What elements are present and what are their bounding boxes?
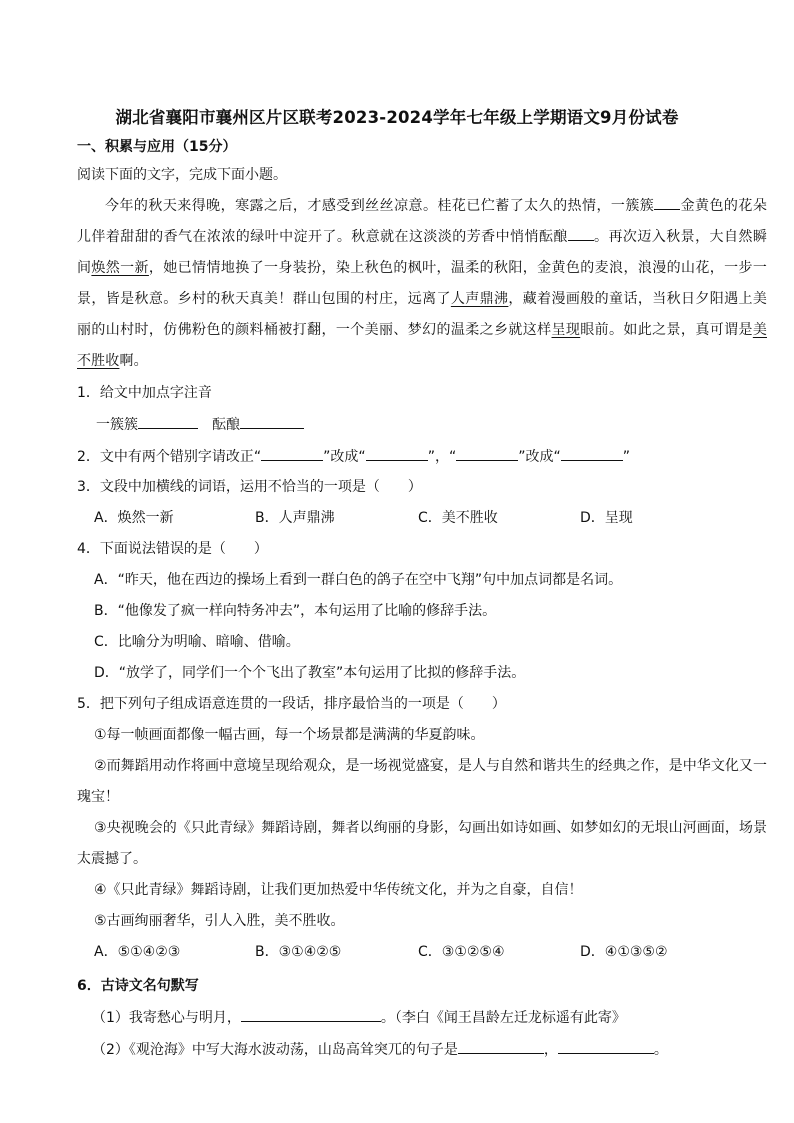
option-a[interactable]: A．焕然一新: [94, 510, 174, 526]
option-c[interactable]: C．③①②⑤④: [418, 944, 505, 960]
question-6-text: 。: [653, 1042, 668, 1058]
sentence-5: ⑤古画绚丽奢华，引人入胜，美不胜收。: [94, 913, 345, 929]
answer-blank[interactable]: [261, 446, 323, 461]
reading-passage: [77, 191, 767, 377]
passage-text: 金黄色的花朵儿伴着甜甜的香气在浓浓的绿叶中淀开了。秋意就在这淡淡的芳香中悄悄酝酿: [77, 198, 767, 245]
option-d[interactable]: D．④①③⑤②: [580, 944, 668, 960]
option-d[interactable]: D．呈现: [580, 510, 633, 526]
question-4-label: 4．下面说法错误的是（ ）: [77, 541, 268, 557]
option-b[interactable]: B．③①④②⑤: [255, 944, 342, 960]
passage-text: ，她已情情地换了一身装扮，染上秋色的枫叶，温柔的秋阳，金黄色的麦浪，浪漫的山花，一步一景，皆是秋意。乡村的秋天真美！群山包围的村庄，远离了: [77, 260, 768, 307]
option-a[interactable]: A．“昨天，他在西边的操场上看到一群白色的鸽子在空中飞翔”句中加点词都是名词。: [94, 572, 623, 588]
sentence-2: ②而舞蹈用动作将画中意境呈现给观众，是一场视觉盛宴，是人与自然和谐共生的经典之作，是中华文化又一瑰宝！: [77, 758, 767, 805]
passage-text: ，藏着漫画般的童话，当秋日夕阳遇上美丽的山村时，仿佛粉色的颜料桶被打翻，一个美丽、梦幻的温柔之乡就这样: [77, 291, 768, 338]
option-b[interactable]: B．人声鼎沸: [255, 510, 335, 526]
question-3-label: 3．文段中加横线的词语，运用不恰当的一项是（ ）: [77, 479, 422, 495]
blank-line: [654, 195, 680, 210]
sentence-3: ③央视晚会的《只此青绿》舞蹈诗剧，舞者以绚丽的身影，勾画出如诗如画、如梦如幻的无垠山河画面，场景太震撼了。: [77, 820, 767, 867]
question-1-items: [96, 414, 304, 435]
question-2-text: ”，“: [427, 449, 457, 465]
question-6-text: 。（李白《闻王昌龄左迁龙标遥有此寄》: [380, 1010, 626, 1026]
question-2-text: 2．文中有两个错别字请改正“: [77, 449, 262, 465]
answer-blank[interactable]: [240, 414, 304, 429]
underlined-word: 焕然一新: [91, 260, 149, 276]
question-6-item-2: [92, 1039, 668, 1060]
underlined-word: 人声鼎沸: [450, 291, 509, 307]
question-2-text: ”改成“: [323, 449, 366, 465]
underlined-word: 美不胜收: [77, 322, 767, 369]
question-6-text: （2）《观沧海》中写大海水波动荡，山岛高耸突兀的句子是: [92, 1042, 458, 1058]
option-a[interactable]: A．⑤①④②③: [94, 944, 181, 960]
section-heading: 一、积累与应用（15分）: [77, 139, 237, 155]
question-6-text: （1）我寄愁心与明月，: [92, 1010, 241, 1026]
answer-blank[interactable]: [138, 414, 198, 429]
question-6-item-1: [92, 1007, 626, 1028]
passage-text: 眼前。如此之景，真可谓是: [580, 322, 753, 338]
question-1-item: 一簇簇: [96, 417, 138, 433]
question-6-label: 6．古诗文名句默写: [77, 978, 199, 994]
answer-blank[interactable]: [366, 446, 428, 461]
answer-blank[interactable]: [558, 1039, 654, 1054]
question-1-item: 酝酿: [212, 417, 240, 433]
instruction-text: 阅读下面的文字，完成下面小题。: [77, 167, 287, 183]
underlined-word: 呈现: [551, 322, 581, 338]
question-2: [77, 446, 630, 467]
sentence-4: ④《只此青绿》舞蹈诗剧，让我们更加热爱中华传统文化，并为之自豪，自信！: [94, 882, 583, 898]
passage-text: 啊。: [119, 353, 148, 369]
question-1-label: 1．给文中加点字注音: [77, 385, 212, 401]
answer-blank[interactable]: [561, 446, 623, 461]
answer-blank[interactable]: [241, 1007, 381, 1022]
question-2-text: ”: [622, 449, 630, 465]
blank-line: [568, 226, 594, 241]
option-b[interactable]: B．“他像发了疯一样向特务冲去”，本句运用了比喻的修辞手法。: [94, 603, 497, 619]
question-5-label: 5．把下列句子组成语意连贯的一段话，排序最恰当的一项是（ ）: [77, 696, 506, 712]
answer-blank[interactable]: [458, 1039, 544, 1054]
answer-blank[interactable]: [456, 446, 518, 461]
option-c[interactable]: C．美不胜收: [418, 510, 498, 526]
question-6-text: ，: [543, 1042, 558, 1058]
option-c[interactable]: C．比喻分为明喻、暗喻、借喻。: [94, 634, 300, 650]
passage-text: 今年的秋天来得晚，寒露之后，才感受到丝丝凉意。桂花已伫蓄了太久的热情，一簇簇: [105, 198, 655, 214]
sentence-1: ①每一帧画面都像一幅古画，每一个场景都是满满的华夏韵味。: [94, 727, 485, 743]
option-d[interactable]: D．“放学了，同学们一个个飞出了教室”本句运用了比拟的修辞手法。: [94, 665, 526, 681]
passage-text: 。再次迈入秋景，大自然瞬间: [77, 229, 767, 276]
page-title: 湖北省襄阳市襄州区片区联考2023-2024学年七年级上学期语文9月份试卷: [115, 108, 679, 127]
question-2-text: ”改成“: [518, 449, 561, 465]
